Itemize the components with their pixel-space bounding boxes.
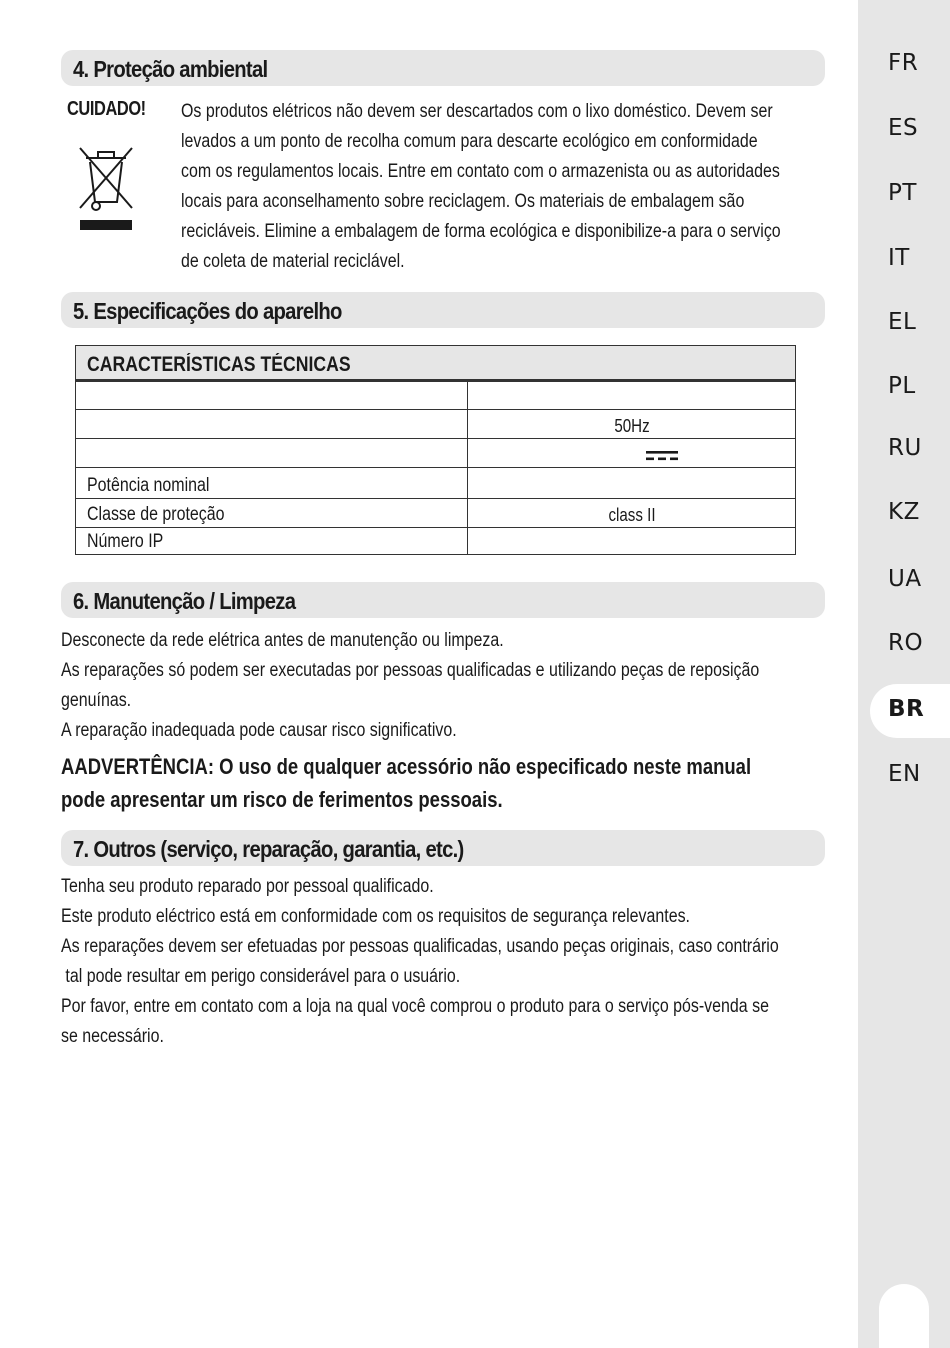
environment-paragraph — [181, 97, 895, 277]
text-line: tal pode resultar em perigo considerável para o usuário. — [61, 966, 461, 987]
warning-line: AADVERTÊNCIA: O uso de qualquer acessório não especificado neste manual — [61, 754, 752, 779]
spec-table-header — [76, 346, 795, 381]
text-line: As reparações só podem ser executadas por pessoas qualificadas e utilizando peças de reposição — [61, 660, 760, 681]
lang-tab-kz[interactable]: KZ — [888, 499, 920, 525]
spec-value-cell — [468, 499, 795, 527]
spec-value-cell — [468, 528, 795, 554]
spec-row-current-type — [76, 438, 795, 467]
weee-crossed-bin-icon — [76, 144, 136, 232]
spec-label-cell — [76, 468, 468, 498]
lang-tab-el[interactable]: EL — [888, 309, 917, 335]
spec-label: Potência nominal — [87, 475, 210, 496]
spec-label-cell — [76, 528, 468, 554]
other-paragraph — [61, 872, 915, 1052]
text-line: recicláveis. Elimine a embalagem de forma ecológica e disponibilize-a para o serviço — [181, 221, 781, 242]
spec-label-cell — [76, 410, 468, 438]
caution-text: CUIDADO! — [67, 98, 146, 120]
warning-line: pode apresentar um risco de ferimentos pessoais. — [61, 787, 503, 812]
text-line: com os regulamentos locais. Entre em contato com o armazenista ou as autoridades — [181, 161, 780, 182]
lang-tab-ru[interactable]: RU — [888, 435, 922, 461]
text-line: Desconecte da rede elétrica antes de manutenção ou limpeza. — [61, 630, 504, 651]
lang-tab-ro[interactable]: RO — [888, 630, 924, 656]
lang-tab-it[interactable]: IT — [888, 245, 910, 271]
spec-value: 50Hz — [613, 416, 650, 436]
warning-paragraph — [61, 750, 883, 816]
page-number-tab — [879, 1284, 929, 1348]
text-line: de coleta de material reciclável. — [181, 251, 405, 272]
text-line: A reparação inadequada pode causar risco significativo. — [61, 720, 457, 741]
text-line: Este produto eléctrico está em conformidade com os requisitos de segurança relevantes. — [61, 906, 690, 927]
lang-tab-pt[interactable]: PT — [888, 180, 917, 206]
text-line: genuínas. — [61, 690, 132, 711]
spec-value: class II — [607, 505, 656, 525]
lang-tab-ua[interactable]: UA — [888, 566, 922, 592]
caution-label — [67, 98, 163, 121]
spec-row-frequency — [76, 409, 795, 438]
text-line: As reparações devem ser efetuadas por pessoas qualificadas, usando peças originais, caso contrário — [61, 936, 779, 957]
spec-label: Número IP — [87, 531, 164, 552]
text-line: Os produtos elétricos não devem ser descartados com o lixo doméstico. Devem ser — [181, 101, 773, 122]
maintenance-paragraph — [61, 626, 892, 746]
text-line: Por favor, entre em contato com a loja na qual você comprou o produto para o serviço pós-venda se — [61, 996, 769, 1017]
lang-tab-fr[interactable]: FR — [888, 50, 919, 76]
section-header-specifications — [61, 292, 825, 328]
section-header-environment — [61, 50, 825, 86]
lang-tab-pl[interactable]: PL — [888, 373, 916, 399]
text-line: Tenha seu produto reparado por pessoal qualificado. — [61, 876, 434, 897]
text-line: se necessário. — [61, 1026, 164, 1047]
spec-value-cell — [468, 439, 795, 467]
lang-tab-en[interactable]: EN — [888, 761, 921, 787]
spec-row-protection-class — [76, 498, 795, 527]
spec-row-ip-number — [76, 527, 795, 554]
spec-value-cell — [468, 468, 795, 498]
spec-table-title: CARACTERÍSTICAS TÉCNICAS — [87, 353, 351, 376]
text-line: levados a um ponto de recolha comum para descarte ecológico em conformidade — [181, 131, 758, 152]
text-line: locais para aconselhamento sobre reciclagem. Os materiais de embalagem são — [181, 191, 745, 212]
section-title: 5. Especificações do aparelho — [73, 298, 342, 324]
section-title: 4. Proteção ambiental — [73, 56, 268, 82]
section-title: 7. Outros (serviço, reparação, garantia, etc.) — [73, 836, 464, 862]
spec-label-cell — [76, 382, 468, 409]
lang-tab-br[interactable]: BR — [888, 696, 925, 722]
spec-row-power — [76, 467, 795, 498]
spec-table — [75, 345, 796, 555]
section-header-other — [61, 830, 825, 866]
dc-current-icon — [646, 451, 678, 461]
lang-tab-es[interactable]: ES — [888, 115, 919, 141]
spec-label-cell — [76, 439, 468, 467]
section-header-maintenance — [61, 582, 825, 618]
spec-value-cell — [468, 410, 795, 438]
spec-value-cell — [468, 382, 795, 409]
spec-label-cell — [76, 499, 468, 527]
section-title: 6. Manutenção / Limpeza — [73, 588, 296, 614]
spec-label: Classe de proteção — [87, 504, 225, 525]
spec-row-voltage — [76, 381, 795, 409]
